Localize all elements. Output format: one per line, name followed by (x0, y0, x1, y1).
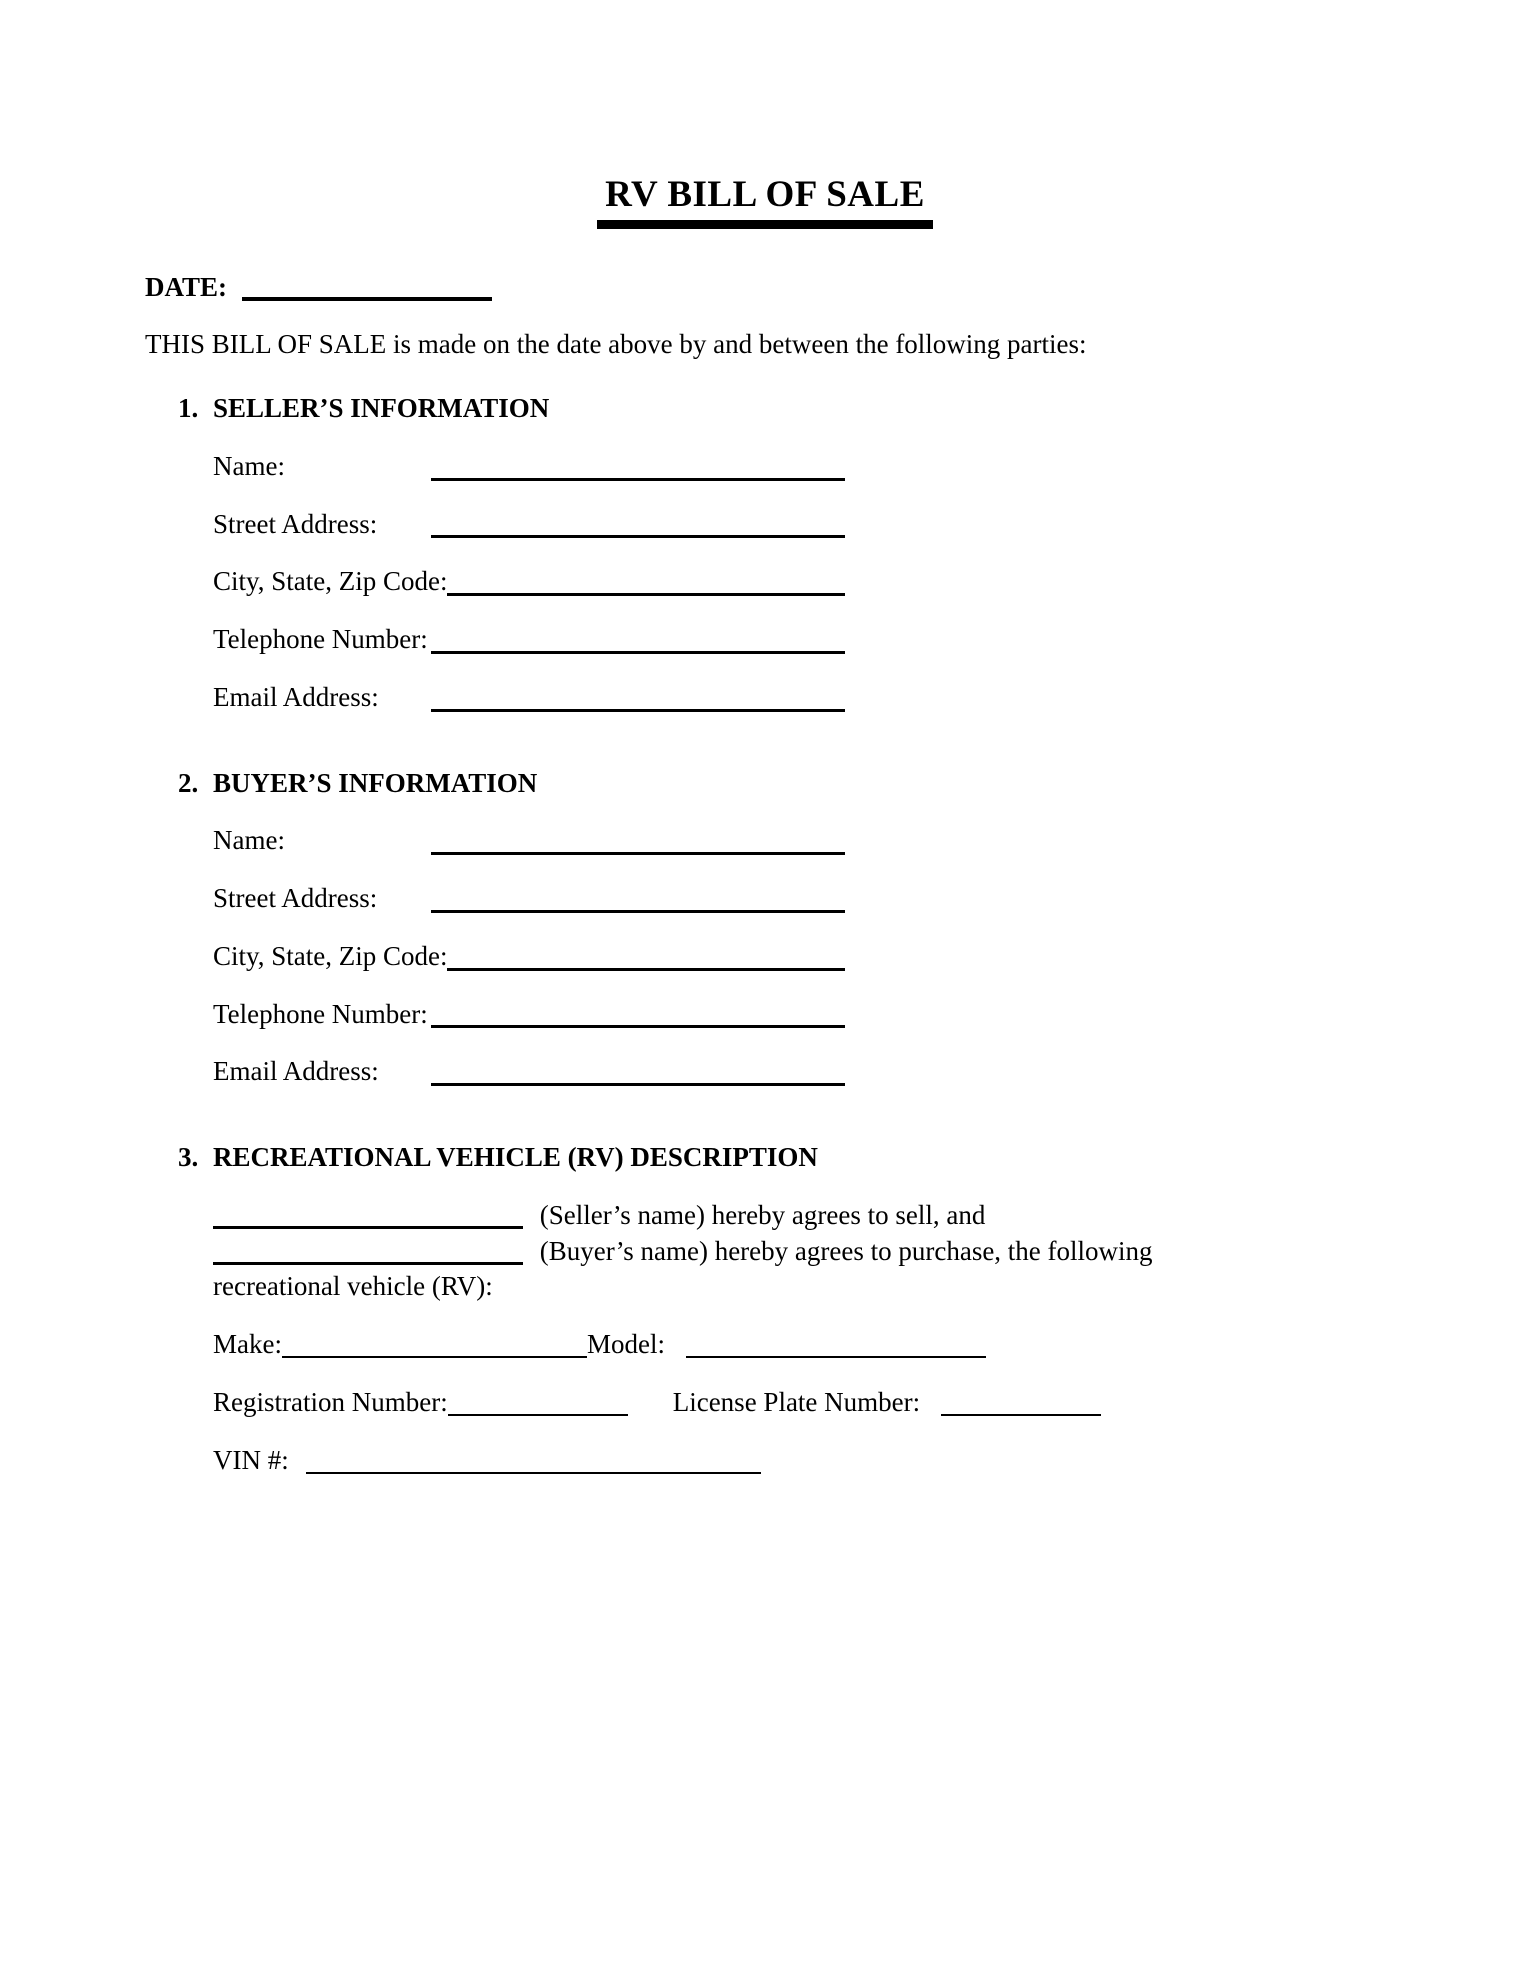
buyer-telephone-row (213, 998, 845, 1032)
seller-fields (213, 450, 845, 715)
seller-telephone-row (213, 623, 845, 657)
seller-city-state-zip-row (213, 565, 845, 599)
buyer-city-state-zip-input-line[interactable] (447, 940, 845, 971)
section-buyer (145, 767, 1385, 1090)
date-row (145, 271, 1385, 305)
seller-street-address-input-line[interactable] (431, 508, 845, 539)
seller-email-label: Email Address: (213, 681, 379, 712)
agreement-closing-line (213, 1270, 1385, 1304)
buyer-email-row (213, 1055, 845, 1089)
section-seller-title: SELLER’S INFORMATION (213, 393, 550, 424)
model-input-line[interactable] (686, 1336, 986, 1358)
seller-city-state-zip-input-line[interactable] (447, 565, 845, 596)
document-title: RV BILL OF SALE (597, 175, 933, 229)
buyer-name-input-line[interactable] (431, 824, 845, 855)
buyer-name-row (213, 824, 845, 858)
date-label: DATE: (145, 271, 228, 302)
agreement-closing-text: recreational vehicle (RV): (213, 1271, 493, 1302)
buyer-email-label: Email Address: (213, 1056, 379, 1087)
buyer-city-state-zip-label: City, State, Zip Code: (213, 940, 448, 971)
section-rv-heading (178, 1141, 1385, 1175)
seller-email-input-line[interactable] (431, 681, 845, 712)
buyer-email-input-line[interactable] (431, 1055, 845, 1086)
seller-telephone-label: Telephone Number: (213, 624, 428, 655)
seller-email-row (213, 681, 845, 715)
buyer-name-label: Name: (213, 825, 285, 856)
seller-city-state-zip-label: City, State, Zip Code: (213, 566, 448, 597)
seller-name-label: Name: (213, 450, 285, 481)
make-label: Make: (213, 1329, 282, 1360)
agreement-buyer-line (213, 1235, 1385, 1269)
agreement-seller-text: (Seller’s name) hereby agrees to sell, and (539, 1199, 986, 1230)
vin-label: VIN #: (213, 1444, 296, 1475)
title-row (145, 175, 1385, 229)
agreement-buyer-name-input-line[interactable] (213, 1243, 523, 1265)
make-input-line[interactable] (282, 1336, 587, 1358)
buyer-city-state-zip-row (213, 940, 845, 974)
section-buyer-heading (178, 767, 1385, 801)
registration-number-input-line[interactable] (448, 1394, 628, 1416)
vin-row (213, 1444, 1385, 1478)
section-buyer-number: 2. (178, 767, 199, 798)
buyer-telephone-input-line[interactable] (431, 998, 845, 1029)
agreement-seller-name-input-line[interactable] (213, 1207, 523, 1229)
date-input-line[interactable] (242, 279, 492, 301)
registration-license-row (213, 1386, 1385, 1420)
section-rv-number: 3. (178, 1142, 199, 1173)
agreement-seller-line (213, 1199, 1385, 1233)
section-seller (145, 392, 1385, 715)
section-rv-description (145, 1141, 1385, 1477)
model-label: Model: (586, 1329, 672, 1360)
buyer-telephone-label: Telephone Number: (213, 998, 428, 1029)
section-buyer-title: BUYER’S INFORMATION (213, 767, 538, 798)
registration-number-label: Registration Number: (213, 1386, 448, 1417)
seller-street-address-row (213, 508, 845, 542)
buyer-street-address-label: Street Address: (213, 883, 378, 914)
agreement-buyer-text: (Buyer’s name) hereby agrees to purchase, the following (539, 1235, 1153, 1266)
seller-telephone-input-line[interactable] (431, 623, 845, 654)
section-seller-number: 1. (178, 393, 199, 424)
seller-name-input-line[interactable] (431, 450, 845, 481)
intro-text: THIS BILL OF SALE is made on the date above by and between the following parties: (145, 329, 1087, 360)
buyer-street-address-row (213, 882, 845, 916)
buyer-street-address-input-line[interactable] (431, 882, 845, 913)
section-rv-title: RECREATIONAL VEHICLE (RV) DESCRIPTION (213, 1142, 818, 1173)
seller-name-row (213, 450, 845, 484)
section-seller-heading (178, 392, 1385, 426)
make-model-row (213, 1328, 1385, 1362)
license-plate-input-line[interactable] (941, 1394, 1101, 1416)
vin-input-line[interactable] (306, 1452, 761, 1474)
rv-agreement-paragraph (213, 1199, 1385, 1304)
license-plate-label: License Plate Number: (672, 1386, 927, 1417)
seller-street-address-label: Street Address: (213, 508, 378, 539)
buyer-fields (213, 824, 845, 1089)
